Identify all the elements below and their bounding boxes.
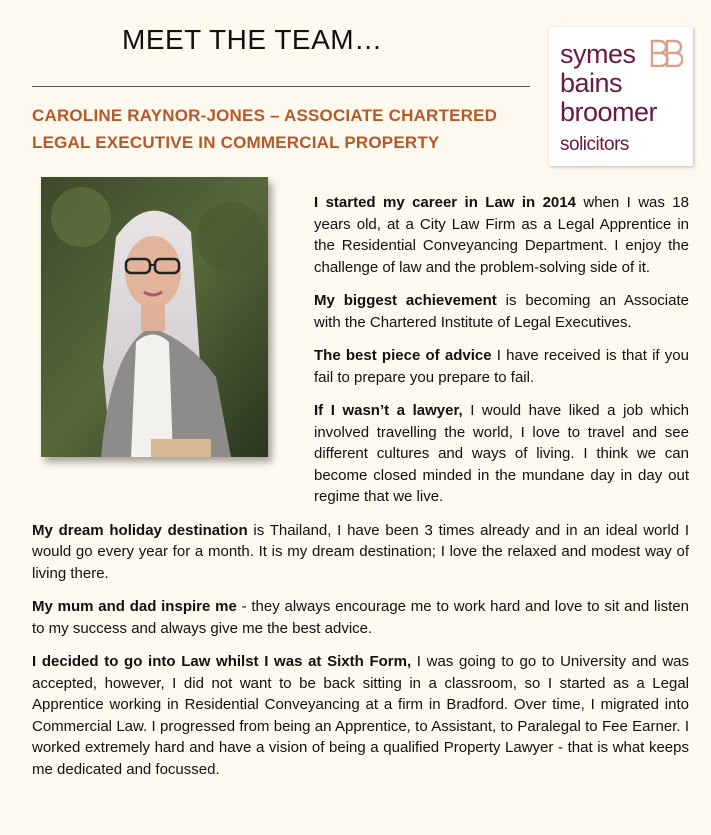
subtitle (32, 102, 542, 156)
paragraph-text: is Thailand, I have been 3 times already and in an ideal world I would go every year for a month. It is my dream destination; I love the relaxed and modest way of living there. (32, 521, 689, 582)
paragraph-text: I would have liked a job which involved travelling the world, I love to travel and see different cultures and ways of living. I think we can become closed minded in the mundane day in day out regime that we live. (314, 402, 690, 505)
paragraph-text: is becoming an Associate with the Chartered Institute of Legal Executives. (314, 292, 689, 331)
paragraph-text: - they always encourage me to work hard and love to sit and listen to my success and always give me the best advice. (32, 598, 689, 637)
paragraph-sixth-form (32, 651, 689, 780)
logo-word-symes: symes (560, 39, 636, 69)
paragraph-lead: The best piece of advice (314, 347, 492, 364)
title-divider (32, 86, 530, 87)
paragraph-lead: I decided to go into Law whilst I was at Sixth Form, (32, 653, 412, 670)
photo-float-space (32, 192, 314, 498)
logo-bb-mark-icon (649, 39, 683, 67)
paragraph-text: I was going to go to University and was accepted, however, I did not want to be back sitting in a classroom, so I started as a Legal Apprentice working in Residential Conveyancing at a firm in Bradford. Over time, I migrated into Commercial Law. I progressed from being an Apprentice, to Assistant, to Paralegal to Fee Earner. I worked extremely hard and have a vision of being a qualified Property Lawyer - that is what keeps me dedicated and focussed. (32, 653, 689, 778)
paragraph-holiday (32, 520, 689, 585)
logo-word-broomer: broomer (560, 97, 658, 127)
page-title: MEET THE TEAM… (122, 24, 383, 55)
logo-word-solicitors: solicitors (560, 134, 629, 155)
paragraph-lead: If I wasn’t a lawyer, (314, 402, 463, 419)
logo-word-bains: bains (560, 68, 623, 98)
paragraph-lead: My biggest achievement (314, 292, 497, 309)
paragraph-text: I have received is that if you fail to prepare you prepare to fail. (314, 347, 689, 386)
paragraph-lead: I started my career in Law in 2014 (314, 194, 576, 211)
article-body (32, 192, 689, 792)
subtitle-line-1: CAROLINE RAYNOR-JONES – ASSOCIATE CHARTERED (32, 106, 498, 125)
paragraph-inspiration (32, 596, 689, 639)
firm-logo (549, 27, 693, 166)
paragraph-lead: My mum and dad inspire me (32, 598, 237, 615)
subtitle-line-2: LEGAL EXECUTIVE IN COMMERCIAL PROPERTY (32, 133, 440, 152)
paragraph-lead: My dream holiday destination (32, 521, 248, 539)
paragraph-text: when I was 18 years old, at a City Law Firm as a Legal Apprentice in the Residential Conveyancing Department. I enjoy the challenge of law and the problem-solving side of it. (314, 194, 689, 276)
